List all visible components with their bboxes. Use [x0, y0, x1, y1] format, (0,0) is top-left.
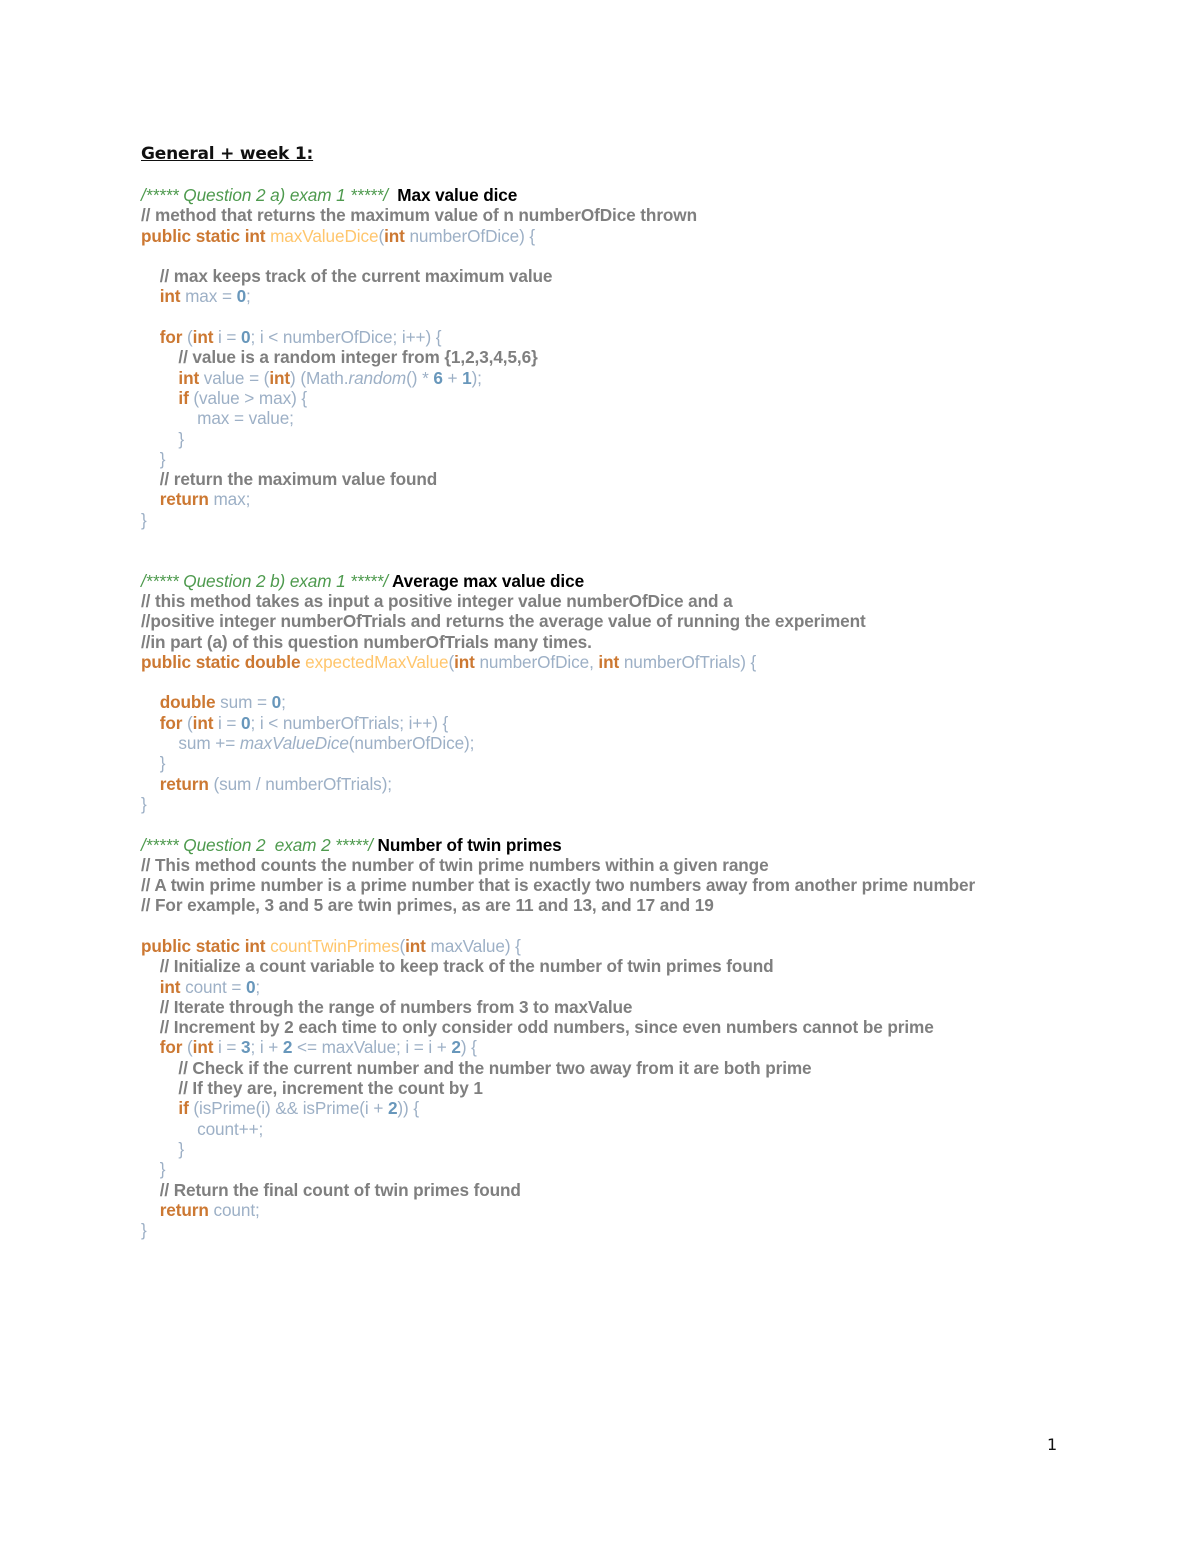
code-line: // If they are, increment the count by 1	[141, 1078, 483, 1099]
code-line: }	[141, 753, 166, 774]
code-line: for (int i = 0; i < numberOfDice; i++) {	[159, 327, 442, 348]
code-line: // For example, 3 and 5 are twin primes, as are 11 and 13, and 17 and 19	[141, 895, 714, 916]
code-line: sum += maxValueDice(numberOfDice);	[178, 733, 475, 754]
code-line: // value is a random integer from {1,2,3,4,5,6}	[141, 347, 538, 368]
code-line: //in part (a) of this question numberOfTrials many times.	[141, 631, 592, 652]
code-line: }	[141, 428, 185, 449]
code-line: // Initialize a count variable to keep track of the number of twin primes found	[141, 956, 774, 977]
code-line: double sum = 0;	[159, 692, 286, 713]
code-line: // Return the final count of twin primes found	[141, 1179, 521, 1200]
code-line	[141, 307, 975, 327]
code-line: }	[141, 793, 147, 814]
code-line: for (int i = 0; i < numberOfTrials; i++) {	[159, 712, 449, 733]
code-line: for (int i = 3; i + 2 <= maxValue; i = i + 2) {	[159, 1037, 477, 1058]
code-line: return (sum / numberOfTrials);	[159, 773, 392, 794]
code-line	[141, 550, 975, 570]
code-line: int max = 0;	[159, 286, 251, 307]
code-line: count++;	[197, 1118, 264, 1139]
code-line	[141, 246, 975, 266]
code-line: }	[141, 448, 166, 469]
code-line: }	[141, 1138, 185, 1159]
code-line: /***** Question 2 exam 2 *****/ Number of twin primes	[141, 834, 562, 855]
code-line: // A twin prime number is a prime number that is exactly two numbers away from another prime number	[141, 875, 976, 896]
code-line: /***** Question 2 a) exam 1 *****/ Max value dice	[141, 185, 518, 205]
code-line: // this method takes as input a positive integer value numberOfDice and a	[141, 590, 733, 611]
code-line	[141, 916, 975, 936]
code-line: int value = (int) (Math.random() * 6 + 1);	[178, 367, 482, 388]
code-line	[141, 672, 975, 692]
code-line: if (isPrime(i) && isPrime(i + 2)) {	[178, 1098, 419, 1119]
code-line: // return the maximum value found	[141, 469, 438, 490]
code-line: public static int countTwinPrimes(int maxValue) {	[141, 935, 521, 956]
code-block	[141, 185, 975, 1240]
code-line: // Iterate through the range of numbers from 3 to maxValue	[141, 996, 633, 1017]
code-line: //positive integer numberOfTrials and returns the average value of running the experiment	[141, 611, 866, 632]
code-line: // Increment by 2 each time to only consider odd numbers, since even numbers cannot be prime	[141, 1017, 934, 1038]
code-line: }	[141, 1220, 147, 1241]
page-heading: General + week 1:	[141, 144, 314, 164]
code-line: }	[141, 1159, 166, 1180]
code-line: }	[141, 509, 147, 530]
page-number: 1	[1047, 1435, 1058, 1454]
code-line: return count;	[159, 1199, 260, 1220]
code-line: // max keeps track of the current maximum value	[141, 266, 553, 287]
code-line: public static double expectedMaxValue(int numberOfDice, int numberOfTrials) {	[141, 651, 757, 672]
code-line: int count = 0;	[159, 976, 261, 997]
code-line: return max;	[159, 489, 251, 510]
code-line: // This method counts the number of twin prime numbers within a given range	[141, 854, 769, 875]
code-line: max = value;	[197, 408, 294, 429]
code-line: if (value > max) {	[178, 387, 308, 408]
code-line: // method that returns the maximum value of n numberOfDice thrown	[141, 205, 697, 226]
code-line: /***** Question 2 b) exam 1 *****/ Average max value dice	[141, 570, 585, 591]
code-line	[141, 530, 975, 550]
code-line: // Check if the current number and the number two away from it are both prime	[141, 1057, 812, 1078]
code-line	[141, 814, 975, 834]
code-line: public static int maxValueDice(int numberOfDice) {	[141, 225, 536, 246]
